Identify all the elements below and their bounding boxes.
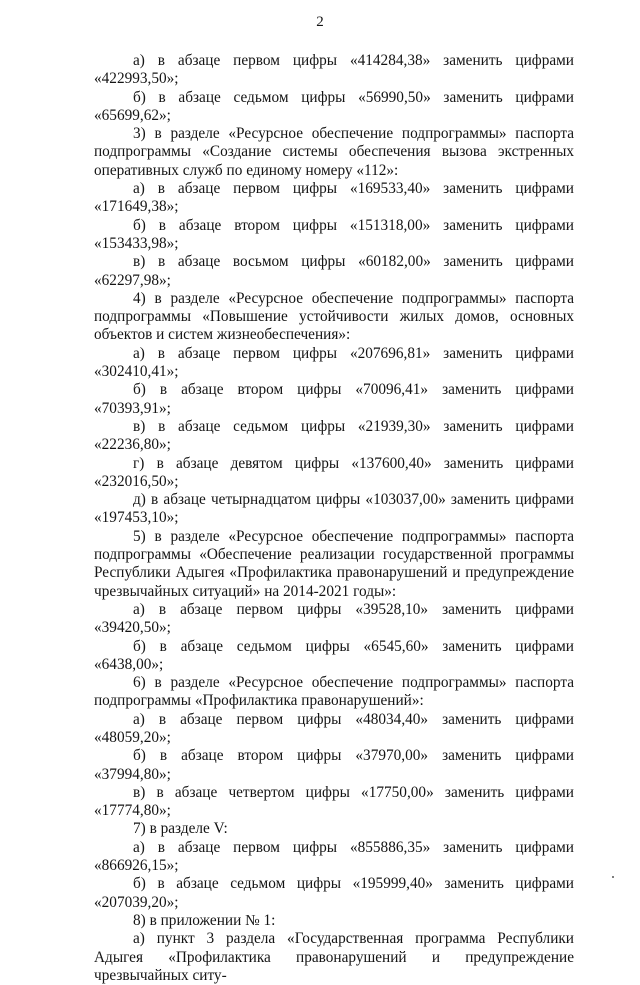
paragraph-a-6: а) в абзаце первом цифры «48034,40» заменить цифрами «48059,20»; xyxy=(94,710,574,746)
paragraph-g-4: г) в абзаце девятом цифры «137600,40» заменить цифрами «232016,50»; xyxy=(94,454,574,490)
paragraph-a-7: а) в абзаце первом цифры «855886,35» заменить цифрами «866926,15»; xyxy=(94,838,574,875)
paragraph-b-7: б) в абзаце седьмом цифры «195999,40» заменить цифрами «207039,20»; xyxy=(94,875,574,911)
paragraph-v-6: в) в абзаце четвертом цифры «17750,00» заменить цифрами «17774,80»; xyxy=(94,783,574,820)
paragraph-item-6: 6) в разделе «Ресурсное обеспечение подпрограммы» паспорта подпрограммы «Профилактика правонарушений»: xyxy=(94,674,574,710)
paragraph-a-4: а) в абзаце первом цифры «207696,81» заменить цифрами «302410,41»; xyxy=(94,344,574,381)
paragraph-b-4: б) в абзаце втором цифры «70096,41» заменить цифрами «70393,91»; xyxy=(94,381,574,417)
paragraph-a-3: а) в абзаце первом цифры «169533,40» заменить цифрами «171649,38»; xyxy=(94,180,574,216)
paragraph-a-1: а) в абзаце первом цифры «414284,38» заменить цифрами «422993,50»; xyxy=(94,52,574,88)
paragraph-item-8: 8) в приложении № 1: xyxy=(133,911,276,929)
paragraph-item-3: 3) в разделе «Ресурсное обеспечение подпрограммы» паспорта подпрограммы «Создание системы обеспечения вызова экстренных оперативных служб по единому номеру «112»: xyxy=(94,125,574,179)
paragraph-a-5: а) в абзаце первом цифры «39528,10» заменить цифрами «39420,50»; xyxy=(94,600,574,637)
paragraph-b-6: б) в абзаце втором цифры «37970,00» заменить цифрами «37994,80»; xyxy=(94,747,574,783)
paragraph-b-5: б) в абзаце седьмом цифры «6545,60» заменить цифрами «6438,00»; xyxy=(94,637,574,673)
paragraph-d-4: д) в абзаце четырнадцатом цифры «103037,00» заменить цифрами «197453,10»; xyxy=(94,491,574,527)
paragraph-a-8: а) пункт 3 раздела «Государственная программа Республики Адыгея «Профилактика правонарушений и предупреждение чрезвычайных ситу- xyxy=(94,930,574,984)
paragraph-b-3: б) в абзаце втором цифры «151318,00» заменить цифрами «153433,98»; xyxy=(94,216,574,252)
paragraph-v-4: в) в абзаце седьмом цифры «21939,30» заменить цифрами «22236,80»; xyxy=(94,417,574,454)
paragraph-item-7: 7) в разделе V: xyxy=(133,820,228,838)
scan-speck xyxy=(612,876,614,878)
document-body xyxy=(94,52,574,985)
page-number: 2 xyxy=(316,14,324,30)
paragraph-b-1: б) в абзаце седьмом цифры «56990,50» заменить цифрами «65699,62»; xyxy=(94,88,574,124)
paragraph-v-3: в) в абзаце восьмом цифры «60182,00» заменить цифрами «62297,98»; xyxy=(94,253,574,289)
paragraph-item-4: 4) в разделе «Ресурсное обеспечение подпрограммы» паспорта подпрограммы «Повышение устойчивости жилых домов, основных объектов и систем жизнеобеспечения»: xyxy=(94,289,574,344)
paragraph-item-5: 5) в разделе «Ресурсное обеспечение подпрограммы» паспорта подпрограммы «Обеспечение реализации государственной программы Республики Адыгея «Профилактика правонарушений и предупреждение чрезвычайных ситуаций» на 2014-2021 годы»: xyxy=(94,527,574,600)
